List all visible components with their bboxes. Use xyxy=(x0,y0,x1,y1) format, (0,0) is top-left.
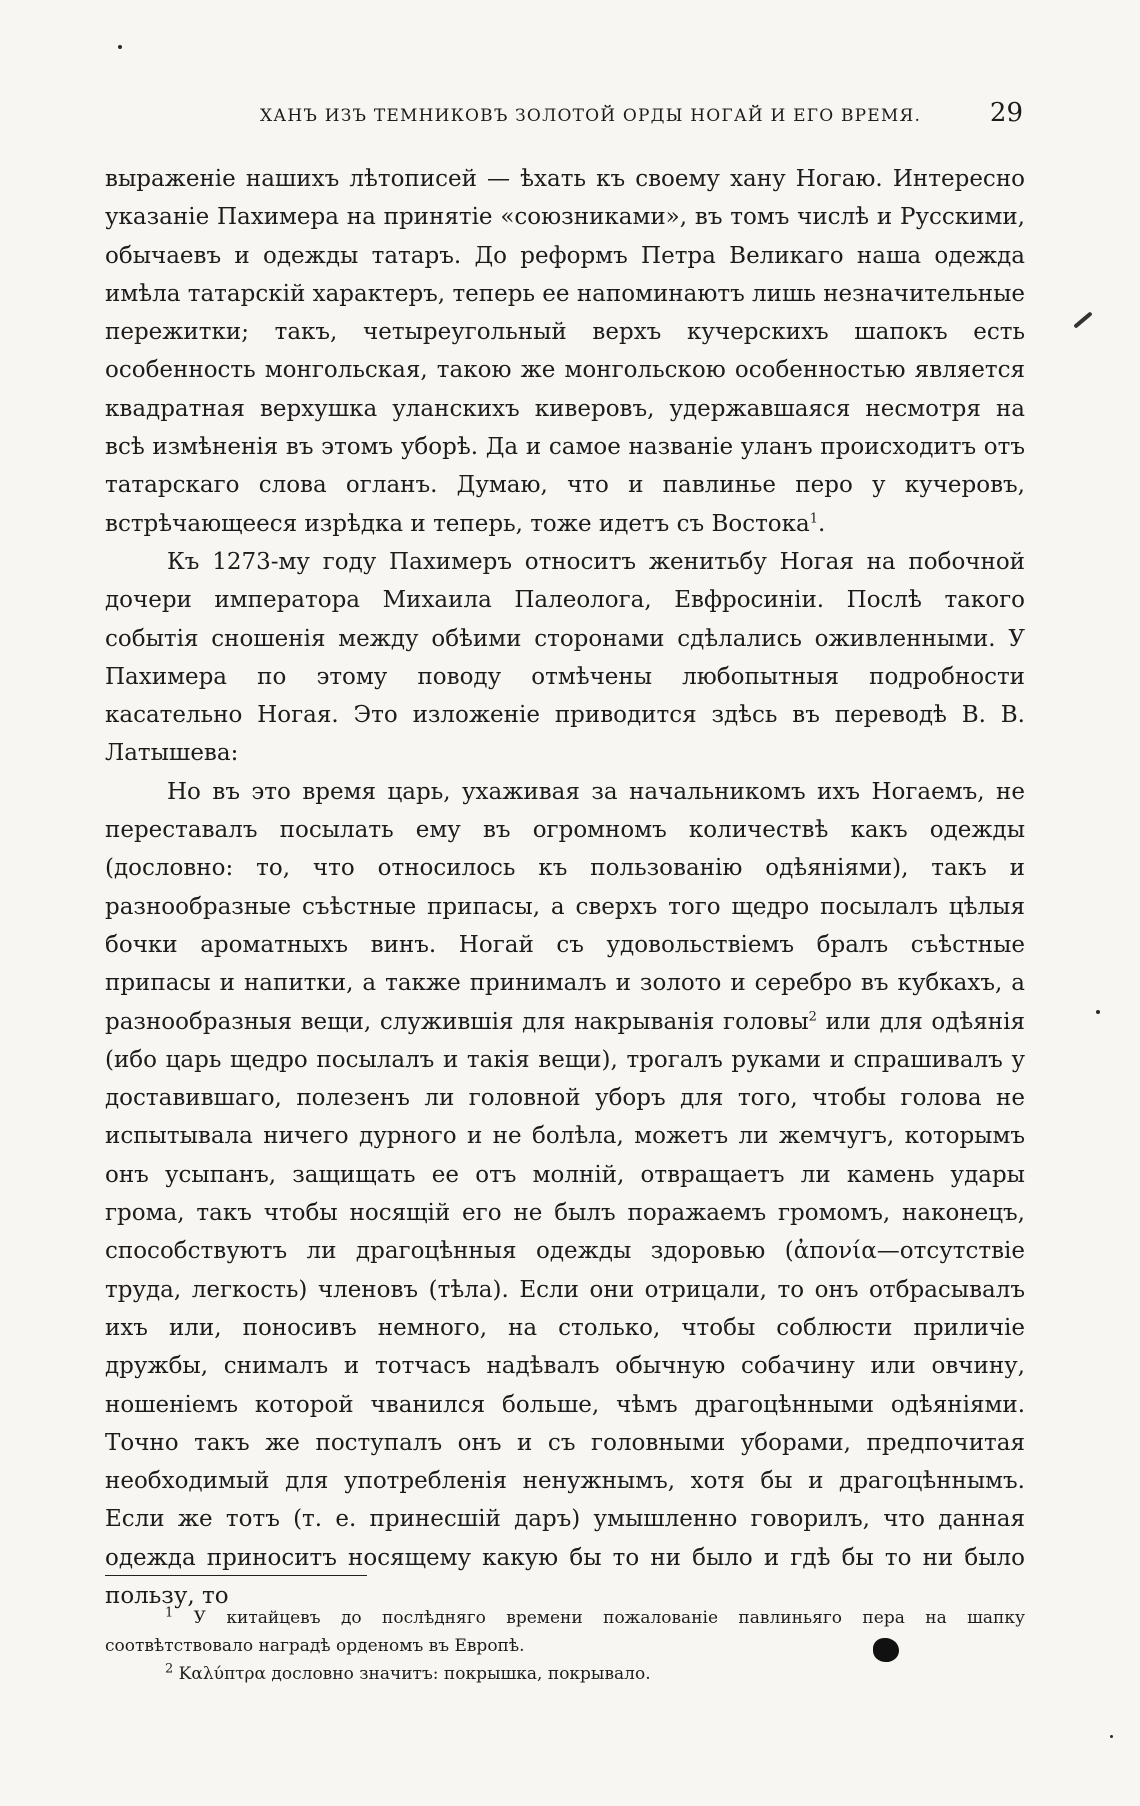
footnote-ref-2: 2 xyxy=(808,1008,817,1024)
speck xyxy=(1096,1010,1100,1014)
running-head: ХАНЪ ИЗЪ ТЕМНИКОВЪ ЗОЛОТОЙ ОРДЫ НОГАЙ И ЕГО ВРЕМЯ. xyxy=(260,106,922,126)
speck xyxy=(1110,1735,1113,1738)
paragraph-3-text-b: или для одѣянія (ибо царь щедро посылалъ и такія вещи), трогалъ руками и спрашивалъ у доставившаго, полезенъ ли головной уборъ для того, чтобы голова не испытывала ничего дурного и не болѣла, можетъ ли жемчугъ, которымъ онъ усыпанъ, защищать ее отъ молній, отвращаетъ ли камень удары грома, такъ чтобы носящій его не былъ поражаемъ громомъ, наконецъ, способствуютъ ли драгоцѣнныя одежды здоровью (ἀπονία—отсутствіе труда, легкость) членовъ (тѣла). Если они отрицали, то онъ отбрасывалъ ихъ или, поносивъ немного, на столько, чтобы соблюсти приличіе дружбы, снималъ и тотчасъ надѣвалъ обычную собачину или овчину, ношеніемъ которой чванился больше, чѣмъ драгоцѣнными одѣяніями. Точно такъ же поступалъ онъ и съ головными уборами, предпочитая необходимый для употребленія ненужнымъ, хотя бы и драгоцѣннымъ. Если же тотъ (т. е. принесшій даръ) умышленно говорилъ, что данная одежда приноситъ носящему какую бы то ни было и гдѣ бы то ни было пользу, то xyxy=(105,1008,1025,1609)
paragraph-3-text-a: Но въ это время царь, ухаживая за начальникомъ ихъ Ногаемъ, не переставалъ посылать ему въ огромномъ количествѣ какъ одежды (дословно: то, что относилось къ пользованію одѣяніями), такъ и разнообразные съѣстные припасы, а сверхъ того щедро посылалъ цѣлыя бочки ароматныхъ винъ. Ногай съ удовольствіемъ бралъ съѣстные припасы и напитки, а также принималъ и золото и серебро въ кубкахъ, а разнообразныя вещи, служившія для накрыванія головы xyxy=(105,778,1025,1035)
page-number: 29 xyxy=(989,98,1023,128)
footnote-2-text: Καλύπτρα дословно значитъ: покрышка, покрывало. xyxy=(173,1664,651,1684)
ink-blot xyxy=(873,1638,899,1662)
footnote-2 xyxy=(105,1660,1025,1688)
paragraph-1 xyxy=(105,160,1025,543)
paragraph-2: Къ 1273-му году Пахимеръ относитъ женитьбу Ногая на побочной дочери императора Михаила Палеолога, Евфросиніи. Послѣ такого событія сношенія между обѣими сторонами сдѣлались оживленными. У Пахимера по этому поводу отмѣчены любопытныя подробности касательно Ногая. Это изложеніе приводится здѣсь въ переводѣ В. В. Латышева: xyxy=(105,548,1025,767)
footnote-1-text: У китайцевъ до послѣдняго времени пожалованіе павлиньяго пера на шапку соотвѣтствовало наградѣ орденомъ въ Европѣ. xyxy=(105,1608,1025,1656)
page-header xyxy=(105,98,1025,138)
speck xyxy=(118,45,122,49)
paragraph-1-end: . xyxy=(818,510,826,537)
footnote-2-mark: 2 xyxy=(165,1661,174,1677)
paragraph-3 xyxy=(105,773,1025,1616)
footnote-rule xyxy=(105,1575,367,1576)
paragraph-1-text: выраженіе нашихъ лѣтописей — ѣхать къ своему хану Ногаю. Интересно указаніе Пахимера на принятіе «союзниками», въ томъ числѣ и Русскими, обычаевъ и одежды татаръ. До реформъ Петра Великаго наша одежда имѣла татарскій характеръ, теперь ее напоминаютъ лишь незначительные пережитки; такъ, четыреугольный верхъ кучерскихъ шапокъ есть особенность монгольская, такою же монгольскою особенностью является квадратная верхушка уланскихъ киверовъ, удержавшаяся несмотря на всѣ измѣненія въ этомъ уборѣ. Да и самое названіе уланъ происходитъ отъ татарскаго слова огланъ. Думаю, что и павлинье перо у кучеровъ, встрѣчающееся изрѣдка и теперь, тоже идетъ съ Востока xyxy=(105,166,1025,537)
footnote-1-mark: 1 xyxy=(165,1605,174,1621)
margin-pen-mark xyxy=(1073,311,1092,328)
footnote-ref-1: 1 xyxy=(809,511,819,527)
body-text xyxy=(105,160,1025,1615)
